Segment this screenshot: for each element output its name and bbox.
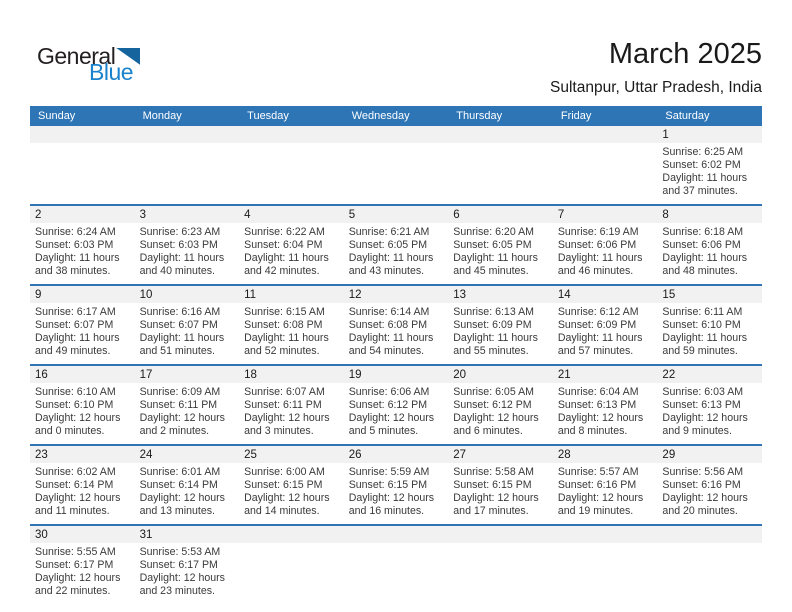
day-cell: [30, 366, 135, 444]
sunset-text: Sunset: 6:15 PM: [348, 479, 428, 491]
daylight-text-line2: and 22 minutes.: [35, 585, 111, 597]
sunrise-text: Sunrise: 6:09 AM: [139, 386, 221, 398]
day-details: [30, 143, 135, 204]
daylight-text-line1: Daylight: 11 hours: [244, 332, 329, 344]
day-number: [239, 526, 344, 543]
day-number: [239, 126, 344, 143]
day-details: [448, 143, 553, 204]
day-details: [657, 383, 762, 444]
sunset-text: Sunset: 6:08 PM: [244, 319, 323, 331]
sunrise-text: Sunrise: 6:02 AM: [35, 466, 116, 478]
calendar: [30, 106, 762, 604]
week-row: [30, 206, 762, 286]
day-number: 17: [135, 366, 240, 383]
daylight-text-line1: Daylight: 11 hours: [453, 332, 538, 344]
sunset-text: Sunset: 6:08 PM: [348, 319, 428, 331]
day-details: [344, 303, 449, 364]
week-row: [30, 526, 762, 604]
day-details: [448, 383, 553, 444]
empty-day-cell: [553, 126, 658, 204]
daylight-text-line1: Daylight: 11 hours: [244, 252, 329, 264]
daylight-text-line1: Daylight: 11 hours: [139, 332, 225, 344]
sunrise-text: Sunrise: 6:04 AM: [557, 386, 639, 398]
day-cell: [30, 446, 135, 524]
day-cell: [344, 366, 449, 444]
daylight-text-line2: and 40 minutes.: [139, 265, 215, 277]
sunrise-text: Sunrise: 5:55 AM: [35, 546, 116, 558]
day-cell: [30, 286, 135, 364]
sunrise-text: Sunrise: 6:01 AM: [139, 466, 221, 478]
day-number: 2: [30, 206, 135, 223]
sunset-text: Sunset: 6:05 PM: [453, 239, 532, 251]
day-details: [344, 143, 449, 204]
daylight-text-line1: Daylight: 11 hours: [139, 252, 225, 264]
daylight-text-line1: Daylight: 11 hours: [35, 332, 120, 344]
daylight-text-line2: and 55 minutes.: [453, 345, 529, 357]
day-details: [657, 223, 762, 284]
daylight-text-line2: and 48 minutes.: [662, 265, 738, 277]
sunrise-text: Sunrise: 6:03 AM: [662, 386, 744, 398]
daylight-text-line2: and 9 minutes.: [662, 425, 732, 437]
day-cell: [448, 446, 553, 524]
daylight-text-line2: and 23 minutes.: [139, 585, 215, 597]
day-details: [553, 143, 658, 204]
sunset-text: Sunset: 6:11 PM: [139, 399, 218, 411]
sunset-text: Sunset: 6:14 PM: [35, 479, 114, 491]
day-details: [239, 223, 344, 284]
day-number: 22: [657, 366, 762, 383]
daylight-text-line2: and 13 minutes.: [139, 505, 215, 517]
day-cell: [553, 286, 658, 364]
daylight-text-line2: and 46 minutes.: [557, 265, 634, 277]
sunset-text: Sunset: 6:12 PM: [348, 399, 428, 411]
daylight-text-line2: and 2 minutes.: [139, 425, 210, 437]
daylight-text-line1: Daylight: 12 hours: [453, 492, 539, 504]
day-cell: [448, 286, 553, 364]
day-number: 15: [657, 286, 762, 303]
empty-day-cell: [30, 126, 135, 204]
daylight-text-line2: and 20 minutes.: [662, 505, 738, 517]
daylight-text-line1: Daylight: 11 hours: [557, 332, 643, 344]
day-number: 3: [135, 206, 240, 223]
day-cell: [30, 526, 135, 604]
daylight-text-line1: Daylight: 12 hours: [139, 572, 225, 584]
day-cell: [135, 526, 240, 604]
daylight-text-line2: and 16 minutes.: [348, 505, 425, 517]
day-number: [657, 526, 762, 543]
day-cell: [344, 446, 449, 524]
day-number: 13: [448, 286, 553, 303]
page-title: March 2025: [608, 38, 762, 70]
day-details: [448, 223, 553, 284]
logo-text-blue: Blue: [89, 59, 134, 85]
sunset-text: Sunset: 6:06 PM: [557, 239, 637, 251]
day-details: [657, 463, 762, 524]
weekday-header-cell: Wednesday: [351, 110, 410, 122]
day-number: 29: [657, 446, 762, 463]
sunrise-text: Sunrise: 5:53 AM: [139, 546, 221, 558]
daylight-text-line1: Daylight: 12 hours: [662, 492, 748, 504]
day-details: [239, 303, 344, 364]
day-number: 28: [553, 446, 658, 463]
sunset-text: Sunset: 6:06 PM: [662, 239, 741, 251]
day-details: [657, 143, 762, 204]
day-cell: [448, 206, 553, 284]
weekday-header-row: [30, 106, 762, 126]
sunrise-text: Sunrise: 6:06 AM: [348, 386, 430, 398]
day-cell: [657, 446, 762, 524]
day-number: [135, 126, 240, 143]
daylight-text-line2: and 42 minutes.: [244, 265, 320, 277]
day-details: [30, 463, 135, 524]
day-details: [657, 303, 762, 364]
daylight-text-line1: Daylight: 12 hours: [348, 412, 435, 424]
sunrise-text: Sunrise: 6:24 AM: [35, 226, 116, 238]
sunrise-text: Sunrise: 6:12 AM: [557, 306, 639, 318]
daylight-text-line2: and 17 minutes.: [453, 505, 529, 517]
daylight-text-line1: Daylight: 12 hours: [348, 492, 435, 504]
sunrise-text: Sunrise: 6:14 AM: [348, 306, 430, 318]
daylight-text-line1: Daylight: 12 hours: [557, 492, 644, 504]
day-details: [135, 463, 240, 524]
sunset-text: Sunset: 6:03 PM: [139, 239, 218, 251]
daylight-text-line1: Daylight: 12 hours: [139, 492, 225, 504]
daylight-text-line1: Daylight: 12 hours: [139, 412, 225, 424]
day-details: [239, 463, 344, 524]
day-cell: [344, 286, 449, 364]
daylight-text-line1: Daylight: 12 hours: [453, 412, 539, 424]
sunset-text: Sunset: 6:17 PM: [139, 559, 218, 571]
day-number: 24: [135, 446, 240, 463]
sunrise-text: Sunrise: 6:07 AM: [244, 386, 325, 398]
weekday-header-cell: Monday: [142, 110, 182, 122]
day-details: [553, 383, 658, 444]
day-cell: [553, 206, 658, 284]
daylight-text-line1: Daylight: 11 hours: [348, 332, 434, 344]
day-details: [553, 303, 658, 364]
day-details: [344, 223, 449, 284]
day-cell: [135, 206, 240, 284]
sunrise-text: Sunrise: 5:57 AM: [557, 466, 639, 478]
sunrise-text: Sunrise: 6:10 AM: [35, 386, 116, 398]
day-number: [344, 526, 449, 543]
sunset-text: Sunset: 6:13 PM: [557, 399, 637, 411]
daylight-text-line1: Daylight: 12 hours: [662, 412, 748, 424]
day-cell: [657, 126, 762, 204]
day-cell: [239, 446, 344, 524]
day-details: [135, 143, 240, 204]
day-details: [344, 383, 449, 444]
sunset-text: Sunset: 6:13 PM: [662, 399, 741, 411]
sunrise-text: Sunrise: 6:05 AM: [453, 386, 534, 398]
day-number: 21: [553, 366, 658, 383]
sunset-text: Sunset: 6:09 PM: [453, 319, 532, 331]
daylight-text-line2: and 6 minutes.: [453, 425, 523, 437]
daylight-text-line2: and 19 minutes.: [557, 505, 634, 517]
sunrise-text: Sunrise: 6:19 AM: [557, 226, 639, 238]
week-row: [30, 126, 762, 206]
daylight-text-line2: and 49 minutes.: [35, 345, 111, 357]
logo-text-general: General: [37, 43, 116, 69]
empty-day-cell: [344, 526, 449, 604]
daylight-text-line2: and 14 minutes.: [244, 505, 320, 517]
week-row: [30, 366, 762, 446]
sunset-text: Sunset: 6:15 PM: [453, 479, 532, 491]
day-cell: [30, 206, 135, 284]
sunrise-text: Sunrise: 6:22 AM: [244, 226, 325, 238]
day-number: 18: [239, 366, 344, 383]
day-details: [135, 303, 240, 364]
weekday-header-cell: Sunday: [38, 110, 76, 122]
day-cell: [135, 366, 240, 444]
day-number: 26: [344, 446, 449, 463]
day-details: [239, 543, 344, 604]
empty-day-cell: [448, 526, 553, 604]
sunrise-text: Sunrise: 6:11 AM: [662, 306, 743, 318]
daylight-text-line2: and 59 minutes.: [662, 345, 738, 357]
day-number: 7: [553, 206, 658, 223]
day-number: 11: [239, 286, 344, 303]
day-details: [657, 543, 762, 604]
daylight-text-line1: Daylight: 11 hours: [453, 252, 538, 264]
daylight-text-line2: and 57 minutes.: [557, 345, 634, 357]
day-number: [553, 526, 658, 543]
day-details: [448, 543, 553, 604]
sunset-text: Sunset: 6:16 PM: [557, 479, 637, 491]
sunset-text: Sunset: 6:11 PM: [244, 399, 322, 411]
daylight-text-line2: and 8 minutes.: [557, 425, 628, 437]
day-number: 12: [344, 286, 449, 303]
empty-day-cell: [239, 526, 344, 604]
sunrise-text: Sunrise: 6:16 AM: [139, 306, 221, 318]
daylight-text-line1: Daylight: 11 hours: [662, 172, 748, 184]
daylight-text-line1: Daylight: 11 hours: [35, 252, 120, 264]
day-number: 4: [239, 206, 344, 223]
day-details: [135, 543, 240, 604]
weekday-header-cell: Tuesday: [247, 110, 289, 122]
sunset-text: Sunset: 6:10 PM: [35, 399, 114, 411]
day-number: 16: [30, 366, 135, 383]
day-number: 30: [30, 526, 135, 543]
day-number: [448, 126, 553, 143]
sunset-text: Sunset: 6:05 PM: [348, 239, 428, 251]
sunset-text: Sunset: 6:03 PM: [35, 239, 114, 251]
sunset-text: Sunset: 6:15 PM: [244, 479, 323, 491]
day-number: 31: [135, 526, 240, 543]
day-details: [135, 383, 240, 444]
sunrise-text: Sunrise: 5:56 AM: [662, 466, 744, 478]
sunset-text: Sunset: 6:16 PM: [662, 479, 741, 491]
weekday-header-cell: Friday: [560, 110, 592, 122]
sunrise-text: Sunrise: 5:59 AM: [348, 466, 430, 478]
empty-day-cell: [657, 526, 762, 604]
sunrise-text: Sunrise: 6:15 AM: [244, 306, 325, 318]
day-number: 9: [30, 286, 135, 303]
empty-day-cell: [135, 126, 240, 204]
daylight-text-line2: and 45 minutes.: [453, 265, 529, 277]
sunrise-text: Sunrise: 6:00 AM: [244, 466, 325, 478]
day-details: [30, 383, 135, 444]
day-details: [239, 383, 344, 444]
sunset-text: Sunset: 6:14 PM: [139, 479, 218, 491]
empty-day-cell: [448, 126, 553, 204]
day-cell: [239, 366, 344, 444]
general-blue-logo: [37, 43, 167, 85]
sunset-text: Sunset: 6:07 PM: [35, 319, 114, 331]
daylight-text-line1: Daylight: 11 hours: [662, 332, 748, 344]
day-number: 25: [239, 446, 344, 463]
day-number: 1: [657, 126, 762, 143]
day-cell: [344, 206, 449, 284]
sunset-text: Sunset: 6:07 PM: [139, 319, 218, 331]
daylight-text-line2: and 0 minutes.: [35, 425, 105, 437]
day-details: [30, 223, 135, 284]
day-number: [553, 126, 658, 143]
daylight-text-line2: and 38 minutes.: [35, 265, 111, 277]
sunrise-text: Sunrise: 6:21 AM: [348, 226, 430, 238]
day-cell: [135, 446, 240, 524]
day-cell: [448, 366, 553, 444]
sunrise-text: Sunrise: 6:20 AM: [453, 226, 534, 238]
day-number: [448, 526, 553, 543]
day-number: 23: [30, 446, 135, 463]
calendar-grid: [30, 126, 762, 604]
day-details: [239, 143, 344, 204]
day-number: 14: [553, 286, 658, 303]
sunset-text: Sunset: 6:17 PM: [35, 559, 114, 571]
day-details: [553, 543, 658, 604]
day-cell: [657, 206, 762, 284]
daylight-text-line1: Daylight: 11 hours: [348, 252, 434, 264]
day-details: [30, 303, 135, 364]
day-number: 10: [135, 286, 240, 303]
daylight-text-line2: and 5 minutes.: [348, 425, 419, 437]
page-subtitle: Sultanpur, Uttar Pradesh, India: [550, 79, 762, 96]
daylight-text-line1: Daylight: 11 hours: [662, 252, 748, 264]
day-number: 20: [448, 366, 553, 383]
daylight-text-line1: Daylight: 11 hours: [557, 252, 643, 264]
day-cell: [239, 286, 344, 364]
daylight-text-line2: and 51 minutes.: [139, 345, 215, 357]
daylight-text-line2: and 54 minutes.: [348, 345, 425, 357]
daylight-text-line1: Daylight: 12 hours: [35, 572, 121, 584]
day-number: [344, 126, 449, 143]
day-number: [30, 126, 135, 143]
week-row: [30, 446, 762, 526]
day-number: 8: [657, 206, 762, 223]
day-details: [135, 223, 240, 284]
daylight-text-line1: Daylight: 12 hours: [244, 492, 330, 504]
daylight-text-line2: and 3 minutes.: [244, 425, 314, 437]
weekday-header-cell: Thursday: [456, 110, 503, 122]
day-cell: [553, 366, 658, 444]
week-row: [30, 286, 762, 366]
day-cell: [657, 366, 762, 444]
daylight-text-line1: Daylight: 12 hours: [557, 412, 644, 424]
sunrise-text: Sunrise: 6:18 AM: [662, 226, 744, 238]
day-details: [344, 463, 449, 524]
weekday-header-cell: Saturday: [665, 110, 710, 122]
sunset-text: Sunset: 6:12 PM: [453, 399, 532, 411]
sunrise-text: Sunrise: 6:17 AM: [35, 306, 116, 318]
daylight-text-line2: and 37 minutes.: [662, 185, 738, 197]
empty-day-cell: [553, 526, 658, 604]
sunrise-text: Sunrise: 6:25 AM: [662, 146, 744, 158]
day-number: 5: [344, 206, 449, 223]
daylight-text-line1: Daylight: 12 hours: [35, 492, 121, 504]
empty-day-cell: [239, 126, 344, 204]
day-cell: [553, 446, 658, 524]
day-cell: [239, 206, 344, 284]
day-details: [448, 463, 553, 524]
sunrise-text: Sunrise: 5:58 AM: [453, 466, 534, 478]
sunset-text: Sunset: 6:04 PM: [244, 239, 323, 251]
daylight-text-line2: and 52 minutes.: [244, 345, 320, 357]
daylight-text-line2: and 11 minutes.: [35, 505, 110, 517]
day-number: 19: [344, 366, 449, 383]
sunset-text: Sunset: 6:10 PM: [662, 319, 741, 331]
sunrise-text: Sunrise: 6:23 AM: [139, 226, 221, 238]
sunrise-text: Sunrise: 6:13 AM: [453, 306, 534, 318]
daylight-text-line1: Daylight: 12 hours: [244, 412, 330, 424]
empty-day-cell: [344, 126, 449, 204]
daylight-text-line1: Daylight: 12 hours: [35, 412, 121, 424]
daylight-text-line2: and 43 minutes.: [348, 265, 425, 277]
day-cell: [657, 286, 762, 364]
day-details: [553, 223, 658, 284]
day-number: 27: [448, 446, 553, 463]
sunset-text: Sunset: 6:09 PM: [557, 319, 637, 331]
day-details: [448, 303, 553, 364]
day-cell: [135, 286, 240, 364]
day-details: [553, 463, 658, 524]
day-details: [344, 543, 449, 604]
sunset-text: Sunset: 6:02 PM: [662, 159, 741, 171]
day-number: 6: [448, 206, 553, 223]
day-details: [30, 543, 135, 604]
